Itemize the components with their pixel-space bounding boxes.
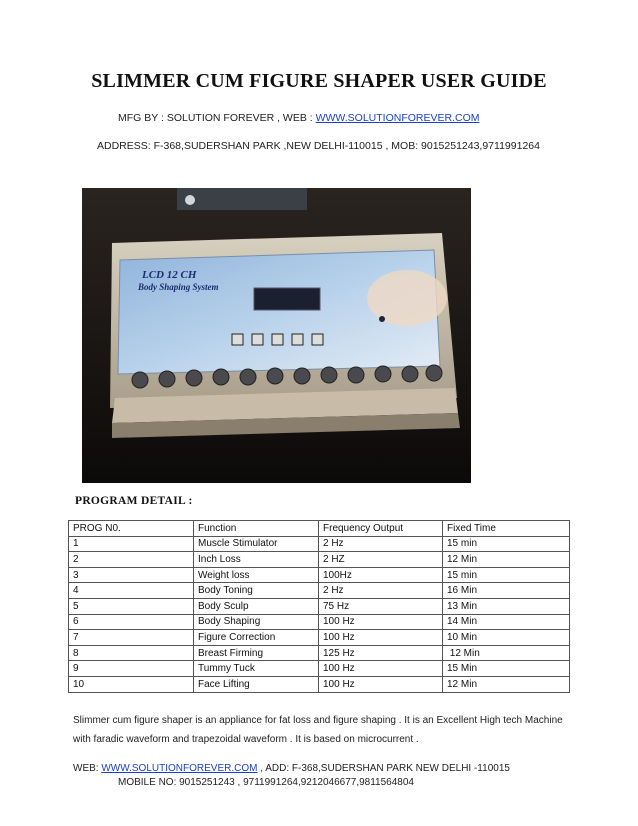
table-cell: 12 Min	[443, 645, 570, 661]
table-cell: 2	[69, 552, 194, 568]
table-cell: 15 min	[443, 567, 570, 583]
panel-title: LCD 12 CH	[142, 269, 197, 281]
table-cell: 100 Hz	[319, 661, 443, 677]
table-cell: Tummy Tuck	[194, 661, 319, 677]
table-cell: 15 Min	[443, 661, 570, 677]
table-row	[69, 661, 570, 677]
header-cell: Fixed Time	[443, 521, 570, 537]
table-cell: Inch Loss	[194, 552, 319, 568]
table-cell: Breast Firming	[194, 645, 319, 661]
table-cell: 100 Hz	[319, 614, 443, 630]
table-row	[69, 583, 570, 599]
table-cell: 13 Min	[443, 598, 570, 614]
table-cell: 100 Hz	[319, 676, 443, 692]
table-row	[69, 567, 570, 583]
table-cell: Body Shaping	[194, 614, 319, 630]
table-cell: 1	[69, 536, 194, 552]
table-cell: 5	[69, 598, 194, 614]
table-cell: 8	[69, 645, 194, 661]
table-cell: 14 Min	[443, 614, 570, 630]
table-cell: Face Lifting	[194, 676, 319, 692]
document-title: SLIMMER CUM FIGURE SHAPER USER GUIDE	[91, 70, 547, 92]
panel-subtitle: Body Shaping System	[138, 282, 219, 292]
table-cell: 125 Hz	[319, 645, 443, 661]
header-cell: Frequency Output	[319, 521, 443, 537]
table-cell: 75 Hz	[319, 598, 443, 614]
header-cell: Function	[194, 521, 319, 537]
program-table	[68, 520, 570, 693]
manufacturer-text: MFG BY : SOLUTION FOREVER , WEB :	[118, 112, 316, 124]
website-link[interactable]: WWW.SOLUTIONFOREVER.COM	[315, 112, 480, 124]
table-cell: 12 Min	[443, 552, 570, 568]
table-cell: 2 Hz	[319, 536, 443, 552]
table-cell: Weight loss	[194, 567, 319, 583]
table-cell: Figure Correction	[194, 630, 319, 646]
table-row	[69, 630, 570, 646]
table-row	[69, 536, 570, 552]
device-illustration	[82, 188, 471, 483]
table-cell: 16 Min	[443, 583, 570, 599]
table-cell: 4	[69, 583, 194, 599]
table-cell: 2 HZ	[319, 552, 443, 568]
footer-website-link[interactable]: WWW.SOLUTIONFOREVER.COM	[101, 763, 258, 774]
table-cell: 9	[69, 661, 194, 677]
table-cell: 6	[69, 614, 194, 630]
table-cell: 15 min	[443, 536, 570, 552]
table-cell: 100Hz	[319, 567, 443, 583]
address-line: ADDRESS: F-368,SUDERSHAN PARK ,NEW DELHI-110015 , MOB: 9015251243,9711991264	[97, 140, 540, 152]
footer-address: , ADD: F-368,SUDERSHAN PARK NEW DELHI -110015	[257, 763, 510, 774]
table-cell: 100 Hz	[319, 630, 443, 646]
table-row	[69, 598, 570, 614]
table-row	[69, 552, 570, 568]
table-cell: 7	[69, 630, 194, 646]
table-row	[69, 614, 570, 630]
table-cell: 10 Min	[443, 630, 570, 646]
table-cell: 10	[69, 676, 194, 692]
footer-mobile-line: MOBILE NO: 9015251243 , 9711991264,9212046677,9811564804	[118, 777, 414, 788]
device-photo	[82, 188, 471, 483]
table-cell: Body Sculp	[194, 598, 319, 614]
footer-web-label: WEB:	[73, 763, 102, 774]
table-row	[69, 645, 570, 661]
table-cell: 3	[69, 567, 194, 583]
table-cell: 12 Min	[443, 676, 570, 692]
table-cell: Muscle Stimulator	[194, 536, 319, 552]
section-title: PROGRAM DETAIL :	[75, 495, 193, 507]
table-row	[69, 676, 570, 692]
footer-web-line	[73, 763, 510, 774]
product-description: Slimmer cum figure shaper is an appliance for fat loss and figure shaping . It is an Excellent High tech Machine with faradic waveform and trapezoidal waveform . It is based on microcurrent .	[73, 715, 563, 745]
table-header-row	[69, 521, 570, 537]
header-cell: PROG N0.	[69, 521, 194, 537]
table-cell: 2 Hz	[319, 583, 443, 599]
manufacturer-line	[118, 112, 480, 124]
table-cell: Body Toning	[194, 583, 319, 599]
